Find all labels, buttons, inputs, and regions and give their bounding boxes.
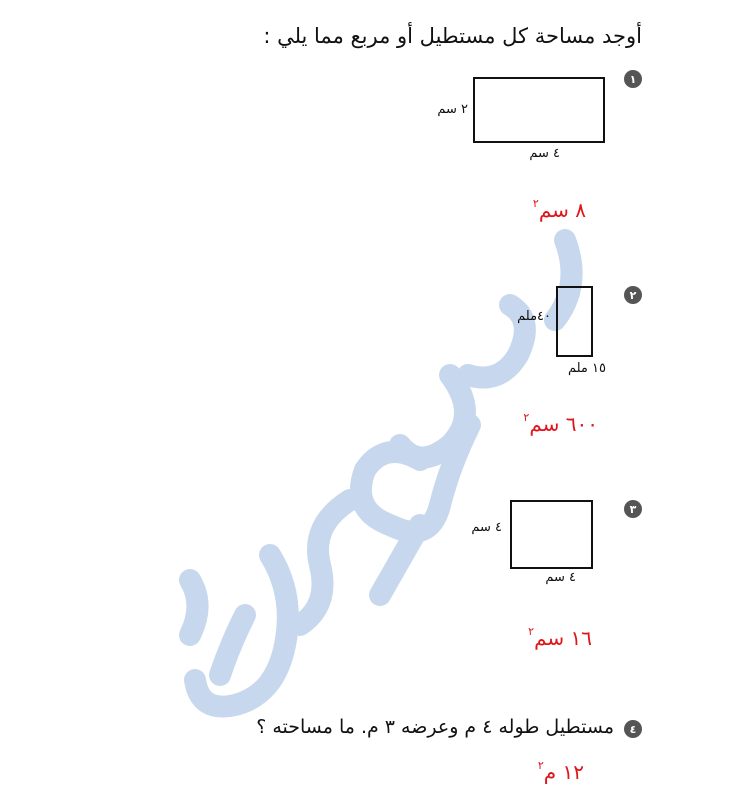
problem-1-rectangle — [473, 77, 605, 143]
problem-2-side-label: ٤٠ملم — [517, 309, 551, 324]
problem-3-answer: ١٦ سم$^٢$ — [528, 625, 592, 650]
question-4-number: ٤ — [624, 720, 642, 738]
question-4-answer: ١٢ م$^٢$ — [537, 759, 584, 784]
problem-3-bottom-label: ٤ سم — [545, 570, 576, 585]
problem-1-answer: ٨ سم$^٢$ — [532, 197, 586, 222]
page-title: أوجد مساحة كل مستطيل أو مربع مما يلي : — [263, 24, 642, 48]
problem-1-answer-exponent: ٢ — [532, 197, 539, 211]
problem-2-number: ٢ — [624, 286, 642, 304]
problem-3-side-label: ٤ سم — [471, 520, 502, 535]
problem-3-square — [510, 500, 593, 569]
question-4-answer-exponent: ٢ — [537, 759, 544, 773]
problem-2-answer: ٦٠٠ سم$^٢$ — [523, 411, 598, 436]
problem-3-answer-exponent: ٢ — [528, 625, 535, 639]
problem-2-rectangle — [556, 286, 593, 357]
problem-1-bottom-label: ٤ سم — [529, 146, 560, 161]
problem-1-side-label: ٢ سم — [437, 102, 468, 117]
problem-3-number: ٣ — [624, 500, 642, 518]
problem-1-number: ١ — [624, 70, 642, 88]
problem-2-answer-exponent: ٢ — [523, 411, 530, 425]
question-4-text: مستطيل طوله ٤ م وعرضه ٣ م. ما مساحته ؟ — [256, 716, 614, 738]
problem-2-bottom-label: ١٥ ملم — [567, 361, 606, 376]
watermark-signature — [150, 225, 620, 745]
